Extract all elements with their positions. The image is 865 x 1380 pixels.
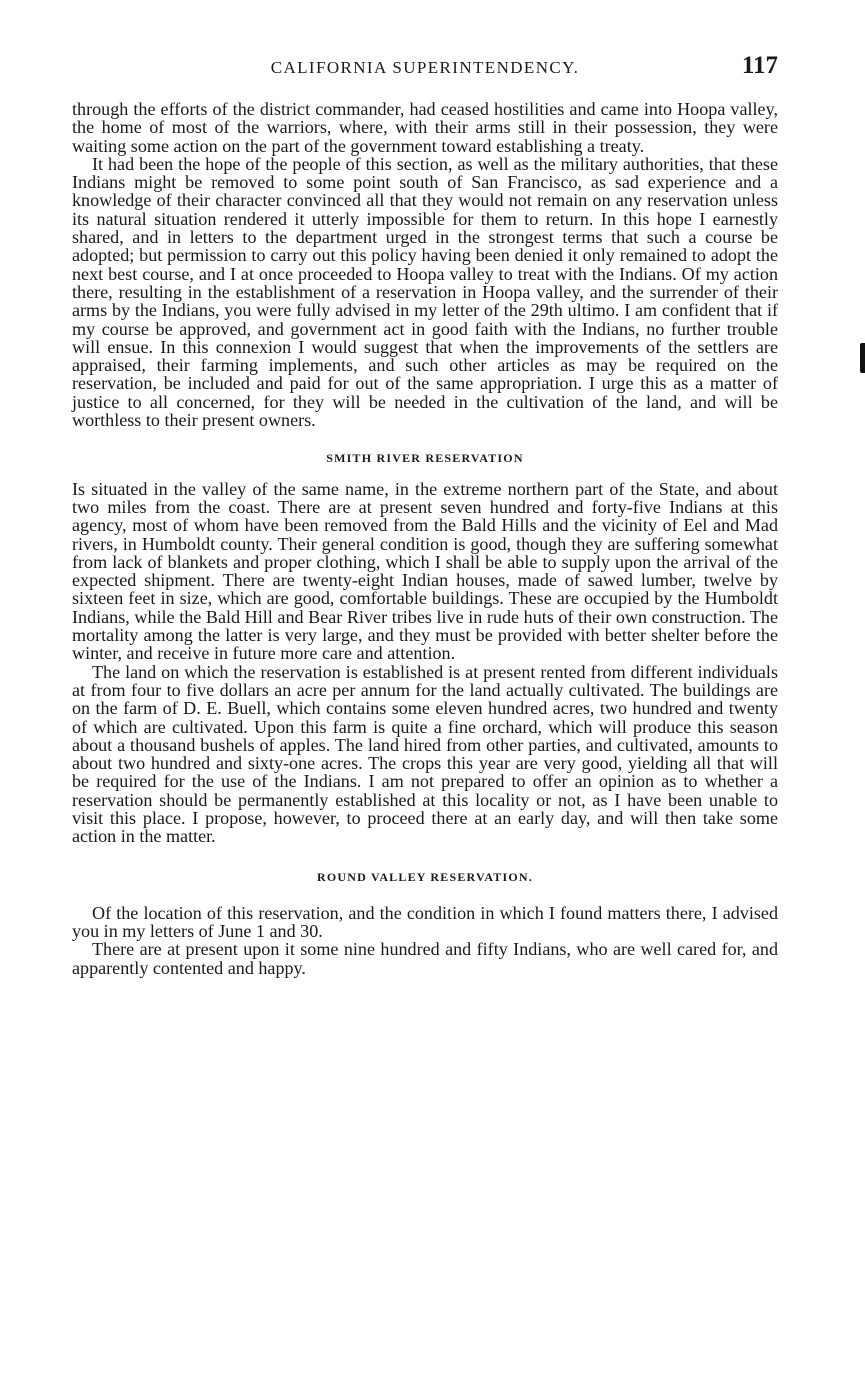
heading-smith-river-reservation: SMITH RIVER RESERVATION	[326, 451, 524, 466]
paragraph-smith-river-situation: Is situated in the valley of the same name, in the extreme northern part of the State, and about two miles from the coast. There are at present seven hundred and forty-five Indians at this agency, most of whom have been removed from the Bald Hills and the vicinity of Eel and Mad rivers, in Humboldt county. Their general condition is good, though they are suffering somewhat from lack of blankets and proper clothing, which I shall be able to supply upon the arrival of the expected shipment. There are twenty-eight Indian houses, made of sawed lumber, twelve by sixteen feet in size, which are good, comfortable buildings. These are occupied by the Humboldt Indians, while the Bald Hill and Bear River tribes live in rude huts of their own construction. The mortality among the latter is very large, and they must be provided with better shelter before the winter, and receive in future more care and attention.	[72, 478, 778, 664]
paragraph-removal-hope: It had been the hope of the people of this section, as well as the military authorities, that these Indians might be removed to some point south of San Francisco, as sad experience and a knowledge of their character convinced all that they would not remain on any reservation unless its natural situation rendered it utterly impossible for them to return. In this hope I earnestly shared, and in letters to the department urged in the strongest terms that such a course be adopted; but permission to carry out this policy having been denied it only remained to adopt the next best course, and I at once proceeded to Hoopa valley to treat with the Indians. Of my action there, resulting in the establishment of a reservation in Hoopa valley, and the surrender of their arms by the Indians, you were fully advised in my letter of the 29th ultimo. I am confident that if my course be approved, and government act in good faith with the Indians, no further trouble will ensue. In this connexion I would suggest that when the improvements of the settlers are appraised, their farming implements, and such other articles as may be required on the reservation, be included and paid for out of the same appropriation. I urge this as a matter of justice to all concerned, for they will be needed in the cultivation of the land, and will be worthless to their present owners.	[72, 153, 778, 431]
paragraph-round-valley-population: There are at present upon it some nine hundred and fifty Indians, who are well cared for, and apparently contented and happy.	[72, 939, 778, 978]
running-title: CALIFORNIA SUPERINTENDENCY.	[270, 58, 580, 77]
heading-round-valley-reservation: ROUND VALLEY RESERVATION.	[317, 869, 533, 884]
paragraph-smith-river-land: The land on which the reservation is established is at present rented from different individuals at from four to five dollars an acre per annum for the land actually cultivated. The buildings are on the farm of D. E. Buell, which contains some eleven hundred acres, two hundred and twenty of which are cultivated. Upon this farm is quite a fine orchard, which will produce this season about a thousand bushels of apples. The land hired from other parties, and cultivated, amounts to about two hundred and sixty-one acres. The crops this year are very good, yielding all that will be required for the use of the Indians. I am not prepared to offer an opinion as to whether a reservation should be permanently established at this locality or not, as I have been unable to visit this place. I propose, however, to proceed there at an early day, and will then take some action in the matter.	[72, 661, 778, 847]
paragraph-continuation: through the efforts of the district commander, had ceased hostilities and came into Hoopa valley, the home of most of the warriors, where, with their arms still in their possession, they were waiting some action on the part of the government toward establishing a treaty.	[72, 99, 778, 156]
page-edge-mark	[860, 343, 865, 373]
running-head	[72, 52, 778, 82]
page-number: 117	[741, 52, 778, 79]
body-text	[72, 100, 778, 977]
paragraph-round-valley-location: Of the location of this reservation, and the condition in which I found matters there, I advised you in my letters of June 1 and 30.	[72, 902, 778, 942]
